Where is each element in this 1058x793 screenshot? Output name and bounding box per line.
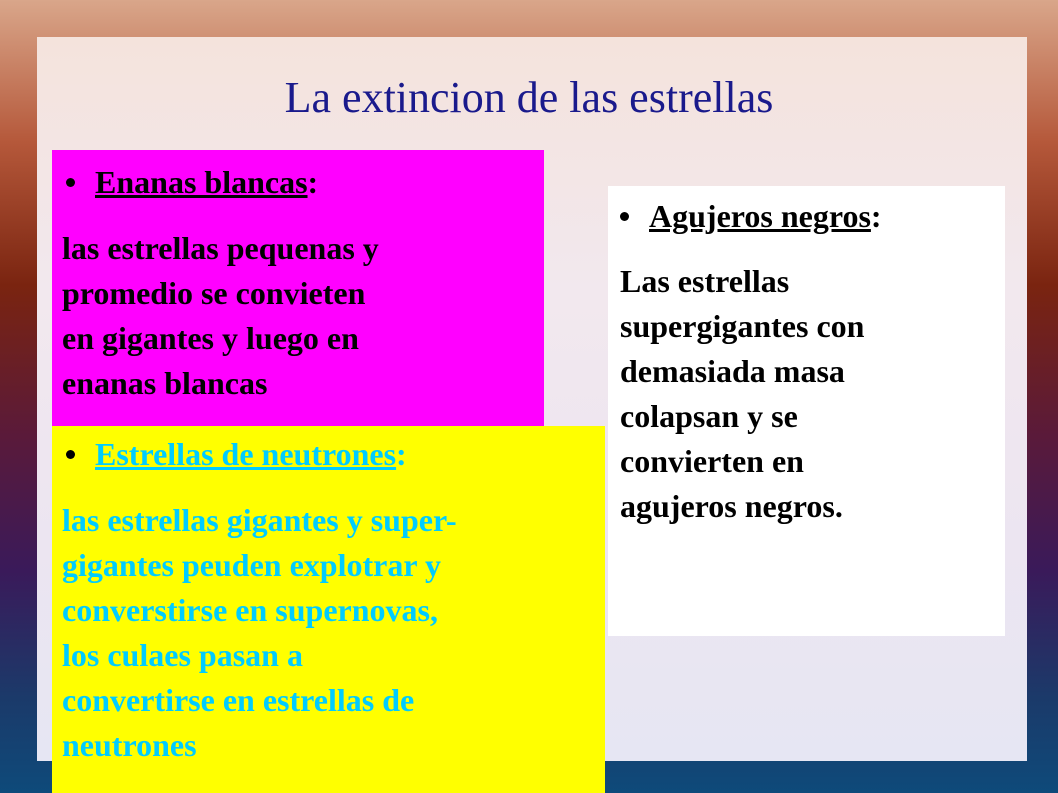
slide-title: La extincion de las estrellas [284,73,774,122]
neutron-stars-heading-row [66,436,407,473]
bullet-icon [66,450,75,459]
white-dwarfs-text [62,226,379,406]
black-holes-text [620,259,864,529]
black-holes-heading-row [620,198,882,235]
text-line: las estrellas gigantes y super- [62,502,457,538]
black-holes-box [608,186,1005,636]
text-line: promedio se convieten [62,275,366,311]
text-line: gigantes peuden explotrar y [62,547,441,583]
text-line: demasiada masa [620,353,845,389]
text-line: neutrones [62,727,197,763]
white-dwarfs-heading: Enanas blancas: [95,164,319,200]
bullet-icon [66,178,75,187]
neutron-stars-box [52,426,605,793]
text-line: convertirse en estrellas de [62,682,415,718]
neutron-stars-text [62,498,457,768]
white-dwarfs-heading-row [66,164,318,201]
text-line: las estrellas pequenas y [62,230,379,266]
text-line: enanas blancas [62,365,268,401]
black-holes-heading: Agujeros negros: [649,198,882,234]
text-line: converstirse en supernovas, [62,592,438,628]
text-line: agujeros negros. [620,488,843,524]
text-line: convierten en [620,443,804,479]
text-line: supergigantes con [620,308,865,344]
neutron-stars-heading: Estrellas de neutrones: [95,436,407,472]
text-line: colapsan y se [620,398,798,434]
text-line: en gigantes y luego en [62,320,359,356]
bullet-icon [620,212,629,221]
text-line: los culaes pasan a [62,637,303,673]
text-line: Las estrellas [620,263,790,299]
white-dwarfs-box [52,150,544,440]
